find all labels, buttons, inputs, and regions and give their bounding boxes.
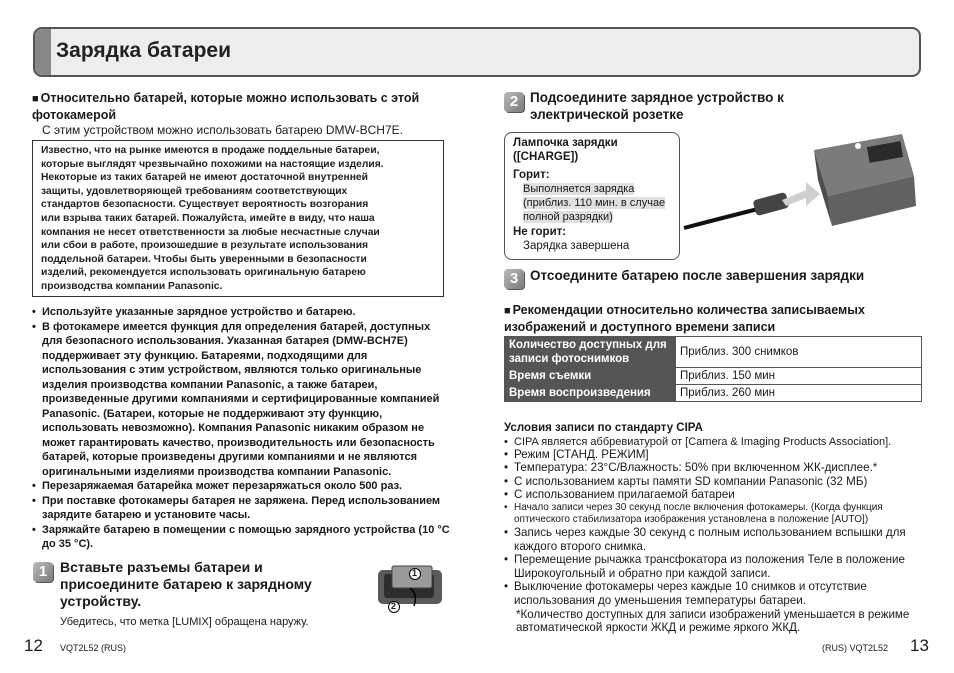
step-2-title: Подсоедините зарядное устройство к электрической розетке	[530, 90, 784, 122]
table-cell-key: Количество доступных для записи фотоснимков	[505, 337, 676, 368]
list-item: • В фотокамере имеется функция для определения батарей, доступных для безопасного использования. Указанная батарея (DMW-BCH7E) поддерживает эту функцию. Батареями, подходящими для использования с этим устройством, являются только оригинальные изделия производства компании Panasonic, а также батареи, произведенные другими компаниями и сертифицированные компанией Panasonic. (Батареи, которые не поддерживают эту функцию, использовать невозможно). Компания Panasonic никаким образом не может гарантировать качество, производительность или безопасность батарей, которые произведены другими компаниями и не являются оригинальными изделиями производства компании Panasonic.	[32, 320, 452, 480]
step-1-title: Вставьте разъемы батареи и присоедините батарею к зарядному устройству.	[60, 559, 312, 609]
page-header	[33, 27, 921, 77]
page-title: Зарядка батареи	[56, 39, 232, 62]
warning-line: поддельной батареи. Чтобы быть уверенными в безопасности	[41, 253, 367, 265]
list-item: • С использованием прилагаемой батареи	[504, 488, 929, 502]
cipa-footnote: *Количество доступных для записи изображений уменьшается в режиме автоматической яркости ЖКД и режиме яркого ЖКД.	[516, 607, 910, 635]
step-marker-1: 1	[412, 568, 418, 578]
warning-line: которые выглядят чрезвычайно похожими на настоящие изделия.	[41, 158, 384, 170]
step-marker-2: 2	[391, 601, 397, 611]
battery-section-title-text: Относительно батарей, которые можно использовать с этой фотокамерой	[32, 91, 420, 122]
charger-plug-illustration	[682, 128, 922, 256]
step-2-badge: 2	[504, 92, 524, 112]
battery-section-title	[32, 90, 452, 123]
recommendations-title-text: Рекомендации относительно количества записываемых изображений и доступного времени записи	[504, 303, 865, 334]
page-number-left: 12	[24, 636, 43, 655]
charge-lamp-callout	[504, 132, 680, 260]
recording-capacity-table	[504, 336, 922, 402]
square-bullet-icon: ■	[32, 93, 39, 105]
recommendations-title	[504, 302, 929, 335]
table-row	[505, 337, 922, 368]
lit-description: Выполняется зарядка (приблиз. 110 мин. в случае полной разрядки)	[523, 183, 666, 223]
cipa-list	[504, 436, 929, 608]
step-1-badge: 1	[33, 562, 53, 582]
step-1-note: Убедитесь, что метка [LUMIX] обращена наружу.	[60, 616, 309, 628]
list-item: • CIPA является аббревиатурой от [Camera & Imaging Products Association].	[504, 436, 929, 448]
list-item: • При поставке фотокамеры батарея не заряжена. Перед использованием зарядите батарею и установите часы.	[32, 494, 452, 523]
battery-section-subtitle: С этим устройством можно использовать батарею DMW-BCH7E.	[42, 123, 403, 137]
list-item: • Перемещение рычажка трансфокатора из положения Теле в положение Широкоугольный и обратно при каждой записи.	[504, 553, 929, 580]
table-cell-value: Приблиз. 150 мин	[676, 368, 922, 385]
list-item: • Выключение фотокамеры через каждые 10 снимков и отсутствие использования до уменьшения температуры батареи.	[504, 580, 929, 607]
warning-line: Некоторые из таких батарей не имеют достаточной внутренней	[41, 172, 368, 184]
footer-model-right: (RUS) VQT2L52	[822, 643, 889, 653]
step-3-badge: 3	[504, 269, 524, 289]
list-item: • Температура: 23°C/Влажность: 50% при включенном ЖК-дисплее.*	[504, 461, 929, 475]
list-item: • Начало записи через 30 секунд после включения фотокамеры. (Когда функция оптического стабилизатора изображения установлена в положение [AUTO])	[504, 502, 929, 526]
footer-model-left: VQT2L52 (RUS)	[60, 643, 127, 653]
list-item: • Запись через каждые 30 секунд с полным использованием вспышки для каждого второго снимка.	[504, 526, 929, 553]
step-3-title: Отсоедините батарею после завершения зарядки	[530, 268, 865, 283]
table-cell-value: Приблиз. 300 снимков	[676, 337, 922, 368]
cipa-title: Условия записи по стандарту CIPA	[504, 422, 703, 434]
square-bullet-icon: ■	[504, 305, 511, 317]
charge-lamp-title: Лампочка зарядки ([CHARGE])	[513, 137, 618, 163]
page-number-right: 13	[910, 636, 929, 655]
list-item: • Перезаряжаемая батарейка может перезаряжаться около 500 раз.	[32, 479, 452, 494]
warning-line: или взрыва таких батарей. Пожалуйста, имейте в виду, что наша	[41, 212, 375, 224]
table-row	[505, 368, 922, 385]
list-item: • Используйте указанные зарядное устройство и батарею.	[32, 305, 452, 320]
off-description: Зарядка завершена	[523, 240, 630, 252]
warning-line: компания не несет ответственности за любые несчастные случаи	[41, 226, 380, 238]
battery-charger-illustration	[372, 560, 452, 618]
table-cell-value: Приблиз. 260 мин	[676, 385, 922, 402]
header-accent-bar	[35, 29, 51, 75]
list-item: • С использованием карты памяти SD компании Panasonic (32 МБ)	[504, 475, 929, 489]
charger-outlet-icon	[682, 128, 922, 256]
table-cell-key: Время воспроизведения	[505, 385, 676, 402]
warning-line: или сбои в работе, произошедшие в результате использования	[41, 240, 369, 252]
table-cell-key: Время съемки	[505, 368, 676, 385]
lit-label: Горит:	[513, 169, 550, 181]
cipa-conditions	[504, 422, 929, 635]
table-row	[505, 385, 922, 402]
off-label: Не горит:	[513, 226, 567, 238]
battery-notes-list	[32, 305, 452, 552]
list-item: • Заряжайте батарею в помещении с помощью зарядного устройства (10 °C до 35 °C).	[32, 523, 452, 552]
warning-line: стандартов безопасности. Существует вероятность возгорания	[41, 199, 369, 211]
warning-line: производства компании Panasonic.	[41, 280, 223, 292]
counterfeit-warning-box	[32, 140, 444, 297]
list-item: • Режим [СТАНД. РЕЖИМ]	[504, 448, 929, 462]
warning-line: изделий, рекомендуется использовать оригинальную батарею	[41, 267, 366, 279]
warning-line: Известно, что на рынке имеются в продаже поддельные батареи,	[41, 145, 380, 156]
warning-line: защиты, удовлетворяющей требованиям соответствующих	[41, 185, 348, 197]
